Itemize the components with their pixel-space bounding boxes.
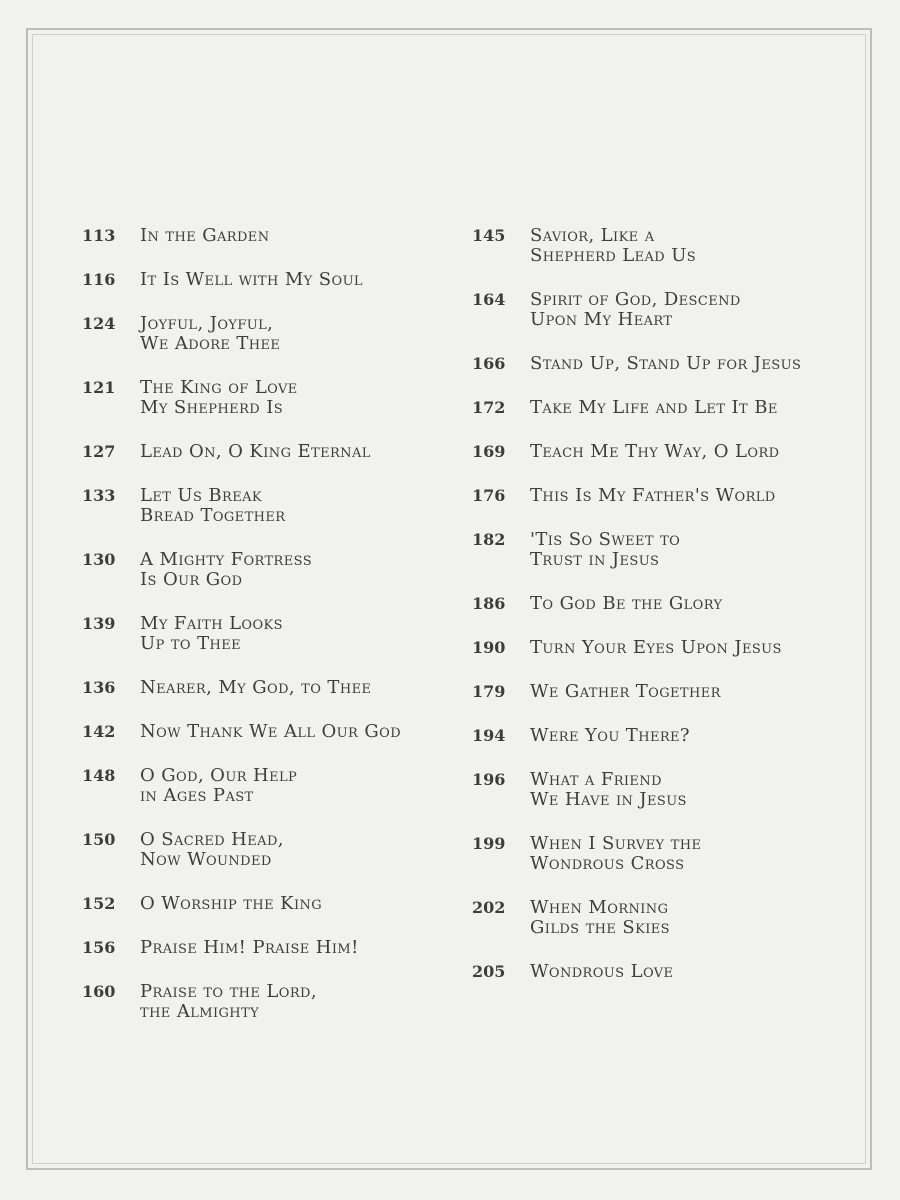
contents-entry bbox=[472, 834, 832, 874]
song-title: The King of Love My Shepherd Is bbox=[140, 377, 298, 418]
page-number: 196 bbox=[472, 770, 506, 789]
page-number: 169 bbox=[472, 442, 506, 461]
contents-entry bbox=[472, 530, 832, 570]
song-title: To God Be the Glory bbox=[530, 593, 723, 614]
song-title: When Morning Gilds the Skies bbox=[530, 897, 670, 938]
page-number: 176 bbox=[472, 486, 506, 505]
page-number: 205 bbox=[472, 962, 506, 981]
contents-entry bbox=[472, 682, 832, 702]
contents-entry bbox=[472, 354, 832, 374]
song-title: Wondrous Love bbox=[530, 961, 674, 982]
page-number: 166 bbox=[472, 354, 506, 373]
contents-entry bbox=[82, 442, 442, 462]
page-number: 179 bbox=[472, 682, 506, 701]
song-title: O Worship the King bbox=[140, 893, 323, 914]
page-number: 190 bbox=[472, 638, 506, 657]
song-title: 'Tis So Sweet to Trust in Jesus bbox=[530, 529, 681, 570]
song-title: O God, Our Help in Ages Past bbox=[140, 765, 298, 806]
song-title: Joyful, Joyful, We Adore Thee bbox=[140, 313, 281, 354]
page-number: 182 bbox=[472, 530, 506, 549]
page-number: 199 bbox=[472, 834, 506, 853]
page-number: 164 bbox=[472, 290, 506, 309]
song-title: When I Survey the Wondrous Cross bbox=[530, 833, 702, 874]
song-title: A Mighty Fortress Is Our God bbox=[140, 549, 313, 590]
page-number: 127 bbox=[82, 442, 116, 461]
contents-entry bbox=[82, 894, 442, 914]
contents-entry bbox=[472, 638, 832, 658]
contents-entry bbox=[82, 982, 442, 1022]
song-title: Turn Your Eyes Upon Jesus bbox=[530, 637, 782, 658]
contents-entry bbox=[82, 766, 442, 806]
song-title: It Is Well with My Soul bbox=[140, 269, 363, 290]
song-title: We Gather Together bbox=[530, 681, 721, 702]
contents-entry bbox=[82, 614, 442, 654]
contents-entry bbox=[82, 830, 442, 870]
contents-entry bbox=[472, 442, 832, 462]
page-number: 148 bbox=[82, 766, 116, 785]
contents-entry bbox=[472, 726, 832, 746]
contents-entry bbox=[82, 678, 442, 698]
page-number: 202 bbox=[472, 898, 506, 917]
page-number: 194 bbox=[472, 726, 506, 745]
song-title: Were You There? bbox=[530, 725, 690, 746]
contents-entry bbox=[472, 486, 832, 506]
page-number: 145 bbox=[472, 226, 506, 245]
page-number: 172 bbox=[472, 398, 506, 417]
contents-entry bbox=[472, 290, 832, 330]
contents-entry bbox=[472, 594, 832, 614]
page-number: 116 bbox=[82, 270, 116, 289]
song-title: Nearer, My God, to Thee bbox=[140, 677, 372, 698]
contents-entry bbox=[82, 378, 442, 418]
song-title: Lead On, O King Eternal bbox=[140, 441, 371, 462]
page-number: 121 bbox=[82, 378, 116, 397]
contents-left-column bbox=[82, 226, 442, 1046]
song-title: Spirit of God, Descend Upon My Heart bbox=[530, 289, 741, 330]
song-title: My Faith Looks Up to Thee bbox=[140, 613, 283, 654]
song-title: Stand Up, Stand Up for Jesus bbox=[530, 353, 802, 374]
song-title: O Sacred Head, Now Wounded bbox=[140, 829, 284, 870]
page-number: 139 bbox=[82, 614, 116, 633]
contents-right-column bbox=[472, 226, 832, 1006]
contents-entry bbox=[472, 398, 832, 418]
song-title: Savior, Like a Shepherd Lead Us bbox=[530, 225, 697, 266]
contents-entry bbox=[472, 770, 832, 810]
contents-entry bbox=[82, 486, 442, 526]
song-title: Praise to the Lord, the Almighty bbox=[140, 981, 317, 1022]
song-title: What a Friend We Have in Jesus bbox=[530, 769, 687, 810]
page-number: 186 bbox=[472, 594, 506, 613]
contents-entry bbox=[82, 314, 442, 354]
song-title: This Is My Father's World bbox=[530, 485, 776, 506]
page-number: 160 bbox=[82, 982, 116, 1001]
page-number: 156 bbox=[82, 938, 116, 957]
contents-entry bbox=[82, 938, 442, 958]
contents-entry bbox=[472, 962, 832, 982]
page-number: 130 bbox=[82, 550, 116, 569]
song-title: Take My Life and Let It Be bbox=[530, 397, 778, 418]
song-title: Now Thank We All Our God bbox=[140, 721, 402, 742]
contents-entry bbox=[82, 226, 442, 246]
page-number: 136 bbox=[82, 678, 116, 697]
page-number: 133 bbox=[82, 486, 116, 505]
contents-entry bbox=[82, 550, 442, 590]
page-number: 113 bbox=[82, 226, 116, 245]
page-number: 152 bbox=[82, 894, 116, 913]
contents-entry bbox=[472, 226, 832, 266]
page-number: 124 bbox=[82, 314, 116, 333]
contents-entry bbox=[82, 270, 442, 290]
song-title: Let Us Break Bread Together bbox=[140, 485, 286, 526]
contents-entry bbox=[82, 722, 442, 742]
song-title: Teach Me Thy Way, O Lord bbox=[530, 441, 780, 462]
page-number: 142 bbox=[82, 722, 116, 741]
song-title: In the Garden bbox=[140, 225, 270, 246]
contents-entry bbox=[472, 898, 832, 938]
page-number: 150 bbox=[82, 830, 116, 849]
song-title: Praise Him! Praise Him! bbox=[140, 937, 359, 958]
